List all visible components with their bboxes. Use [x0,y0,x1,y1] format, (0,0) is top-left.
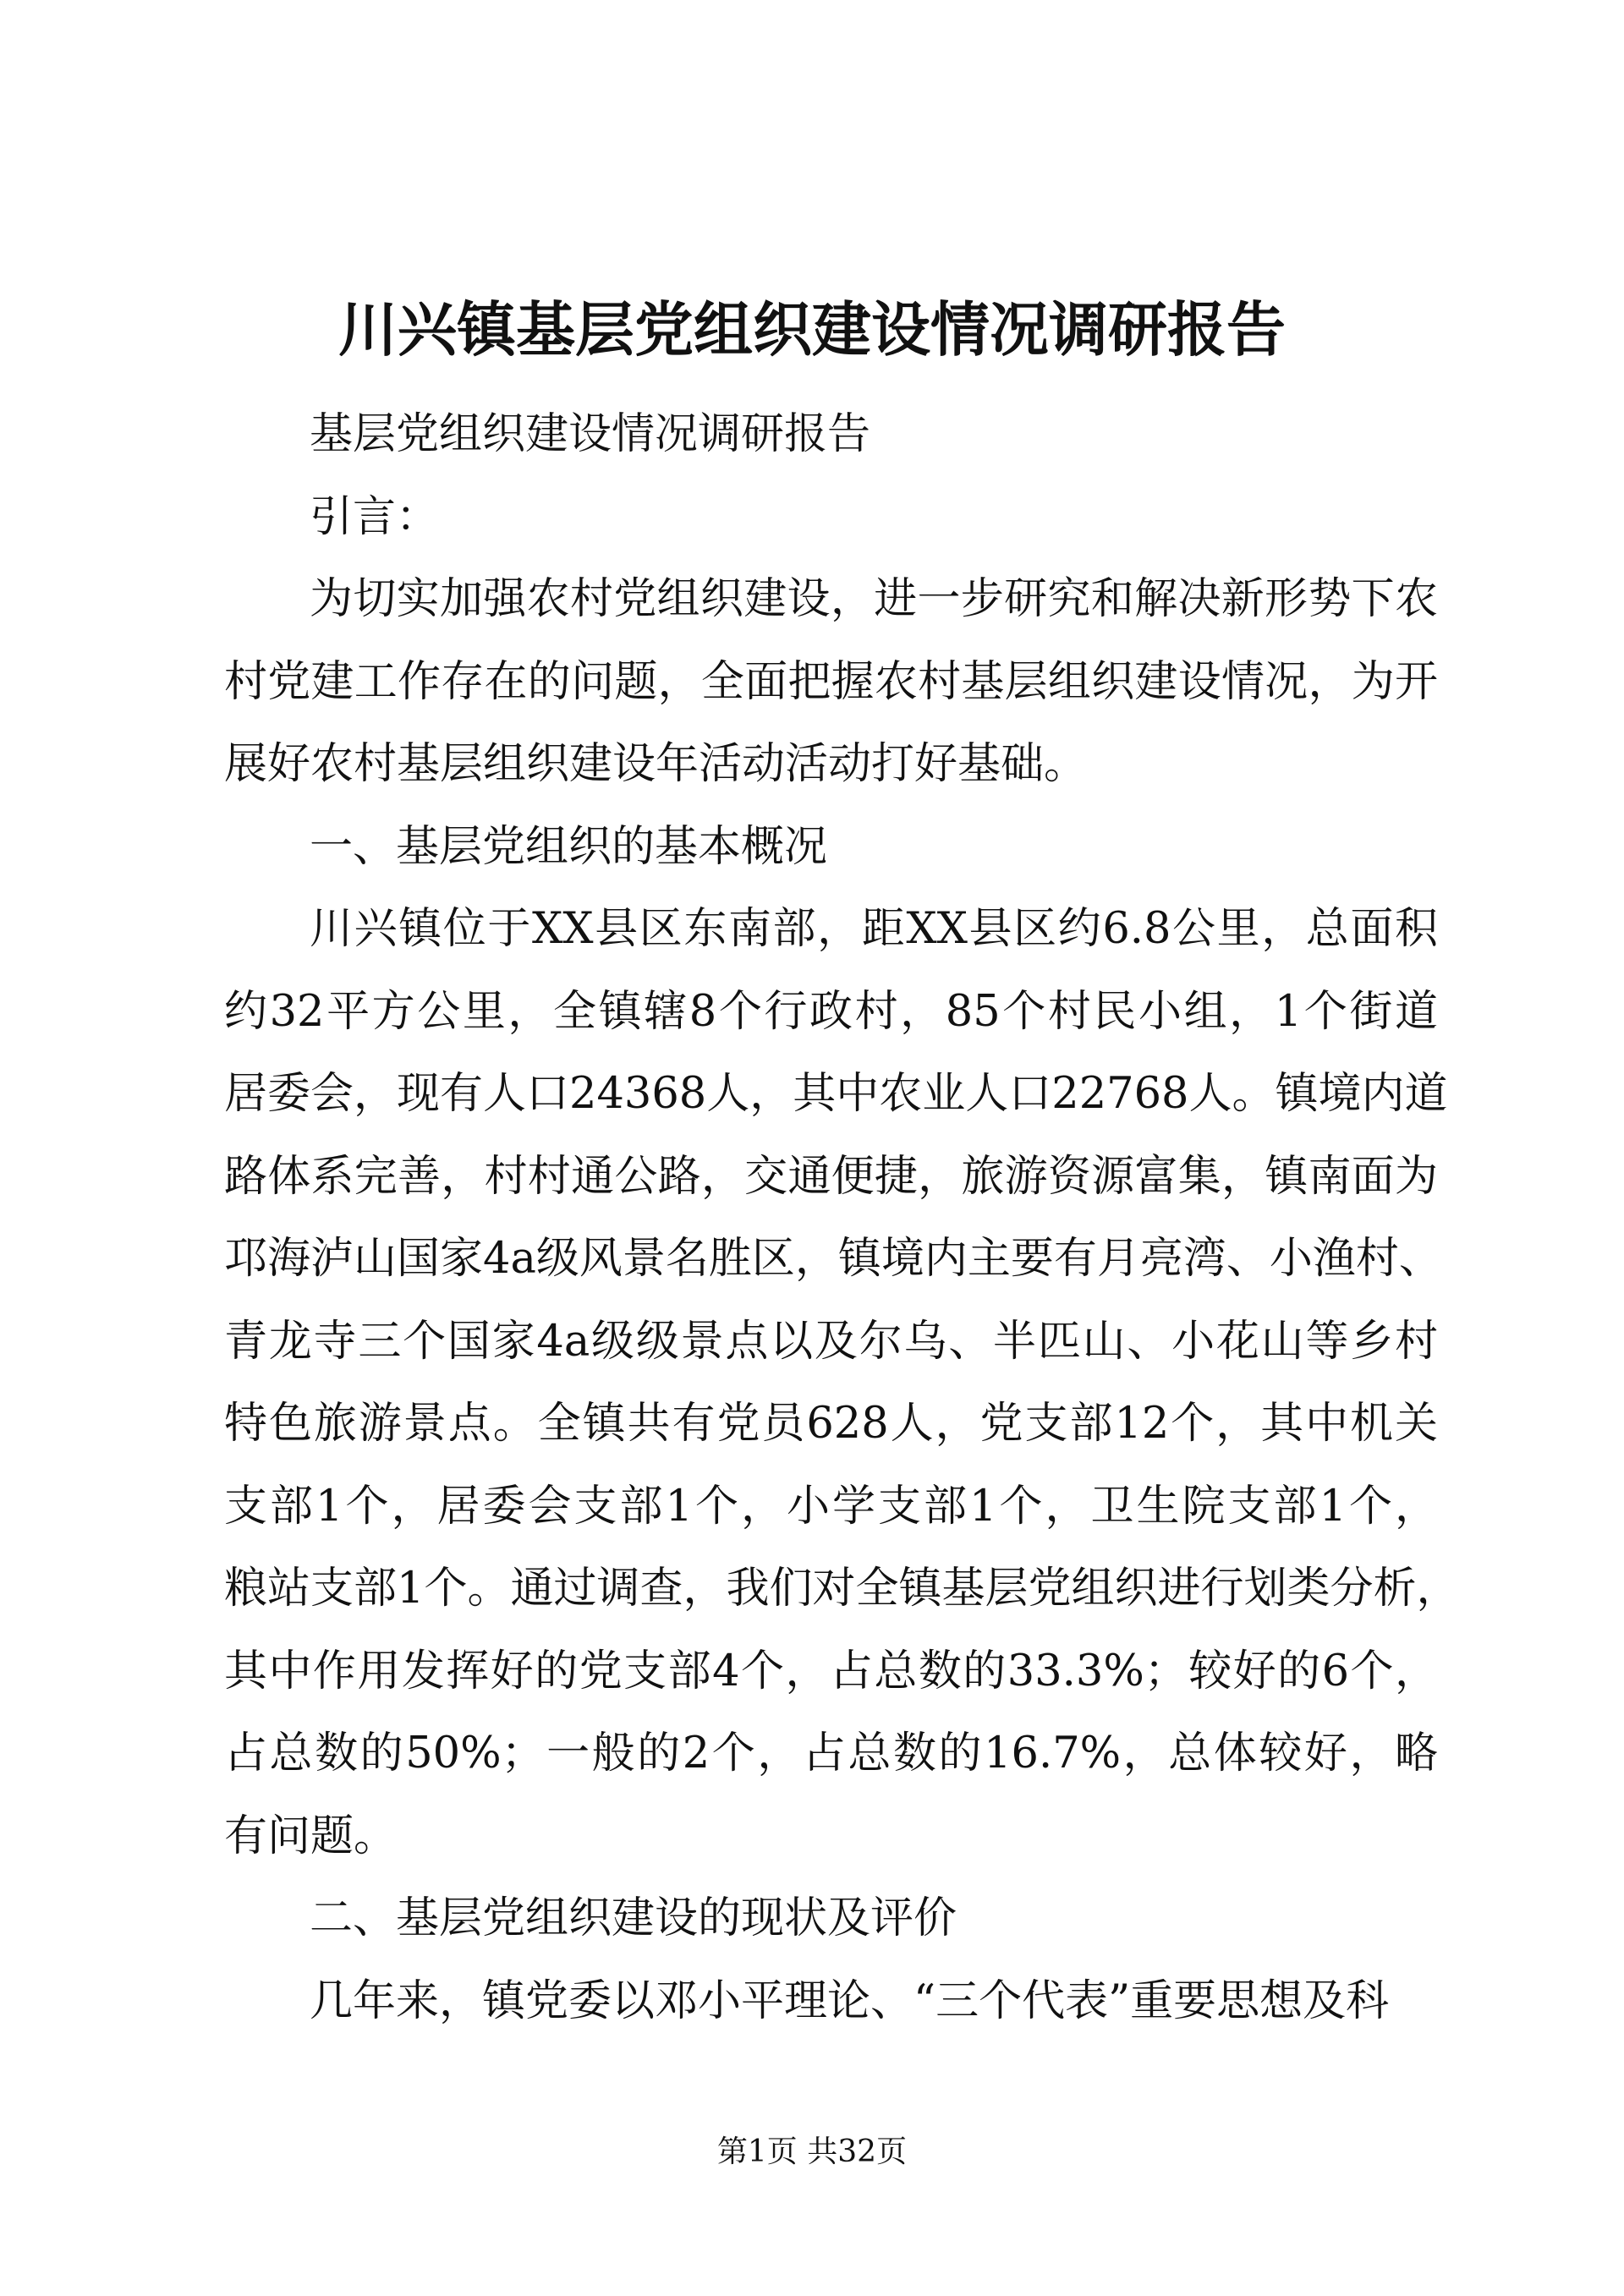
text-line: 邛海泸山国家4a级风景名胜区，镇境内主要有月亮湾、小渔村、 [224,1234,1442,1284]
text-line: 居委会，现有人口24368人，其中农业人口22768人。镇境内道 [224,1069,1448,1119]
text-line: 引言： [310,491,440,542]
text-line: 村党建工作存在的问题，全面把握农村基层组织建设情况，为开 [224,656,1438,707]
text-line: 特色旅游景点。全镇共有党员628人，党支部12个，其中机关 [224,1399,1438,1449]
text-line: 为切实加强农村党组织建设，进一步研究和解决新形势下农 [310,574,1438,624]
text-line: 基层党组织建设情况调研报告 [310,409,871,459]
text-line: 二、基层党组织建设的现状及评价 [310,1893,957,1943]
text-line: 占总数的50%；一般的2个，占总数的16.7%，总体较好，略 [224,1729,1438,1778]
paragraph [224,888,1460,1877]
text-line: 一、基层党组织的基本概况 [310,821,828,872]
text-line: 川兴镇位于XX县区东南部，距XX县区约6.8公里，总面积 [310,904,1438,954]
paragraph [224,476,1438,559]
document-body [224,393,1460,2042]
text-line: 粮站支部1个。通过调查，我们对全镇基层党组织进行划类分析， [224,1564,1460,1614]
text-line: 其中作用发挥好的党支部4个，占总数的33.3%；较好的6个， [224,1646,1438,1696]
page-footer: 第1页 共32页 [716,2134,908,2169]
text-line: 有问题。 [224,1811,398,1861]
text-line: 几年来，镇党委以邓小平理论、“三个代表”重要思想及科 [310,1975,1390,2026]
text-line: 青龙寺三个国家4a级级景点以及尔乌、半匹山、小花山等乡村 [224,1316,1438,1367]
text-line: 约32平方公里，全镇辖8个行政村，85个村民小组，1个街道 [224,986,1438,1037]
paragraph [224,1960,1438,2043]
text-line: 支部1个，居委会支部1个，小学支部1个，卫生院支部1个， [224,1481,1438,1532]
paragraph [224,558,1438,806]
document-title: 川兴镇基层党组织建设情况调研报告 [338,294,1286,364]
paragraph [224,806,1438,889]
text-line: 路体系完善，村村通公路，交通便捷，旅游资源富集，镇南面为 [224,1151,1438,1202]
text-line: 展好农村基层组织建设年活动活动打好基础。 [224,739,1088,789]
paragraph [224,393,1438,476]
paragraph [224,1877,1438,1960]
